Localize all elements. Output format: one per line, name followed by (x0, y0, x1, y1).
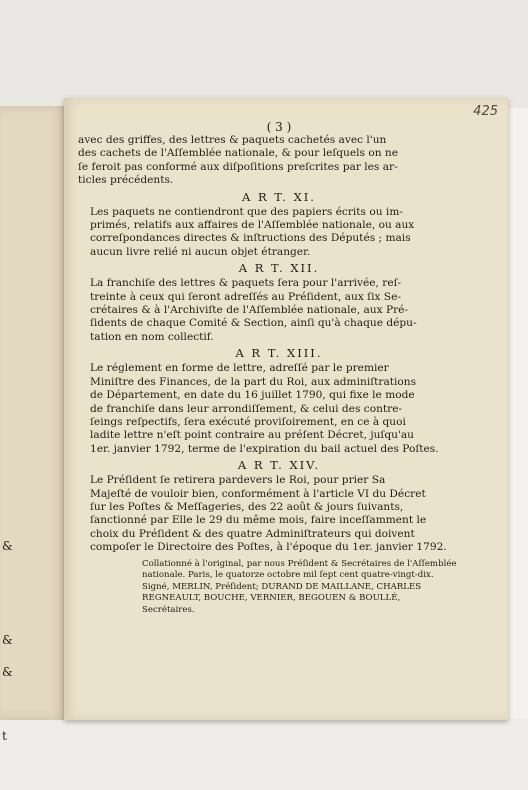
text-line: avec des griffes, des lettres & paquets cachetés avec l'un (78, 134, 387, 146)
text-line: de franchiſe dans leur arrondiſſement, & celui des contre- (90, 402, 403, 415)
article-heading: A R T. XI. (242, 189, 316, 204)
text-line: primés, relatifs aux affaires de l'Aſſemblée nationale, ou aux (90, 219, 415, 232)
intro-paragraph (78, 134, 480, 188)
text-line: correſpondances directes & inſtructions des Députés ; mais (90, 232, 411, 245)
collation-line: Secrétaires. (142, 604, 195, 615)
collation-line: REGNEAULT, BOUCHE, VERNIER, BEGOUEN & BOULLÉ, (142, 593, 401, 604)
text-line: La franchiſe des lettres & paquets ſera pour l'arrivée, reſ- (90, 277, 402, 290)
text-line: des cachets de l'Aſſemblée nationale, & pour leſquels on ne (78, 147, 399, 160)
text-line: ſe feroit pas conformé aux diſpoſitions preſcrites par les ar- (78, 160, 398, 173)
article-body (78, 474, 480, 554)
article-heading: A R T. XII. (238, 261, 320, 276)
text-line: ladite lettre n'eſt point contraire au préſent Décret, juſqu'au (90, 429, 415, 442)
text-line: Le Préſident ſe retirera pardevers le Roi, pour prier Sa (90, 474, 386, 487)
collation-line: Signé, MERLIN, Préſident; DURAND DE MAILLANE, CHARLES (142, 581, 422, 592)
article-heading: A R T. XIII. (235, 346, 323, 361)
article-body (78, 362, 480, 456)
facing-page-mark: & (2, 665, 13, 679)
handwritten-folio-number: 425 (473, 104, 498, 119)
facing-page-edge (0, 106, 67, 743)
facing-page-mark: & (2, 633, 13, 647)
facing-page-mark: t (2, 729, 7, 743)
text-line: choix du Préſident & des quatre Adminiſtrateurs qui doivent (90, 527, 415, 540)
article-heading: A R T. XIV. (237, 458, 321, 473)
text-line: compoſer le Directoire des Poſtes, à l'époque du 1er. janvier 1792. (90, 541, 447, 554)
page-text (78, 120, 480, 617)
text-line: Majeſté de vouloir bien, conformément à l'article VI du Décret (90, 487, 426, 500)
text-line: treinte à ceux qui ſeront adreſſés au Préſident, aux ſix Se- (90, 290, 401, 303)
text-line: tation en nom collectif. (90, 330, 214, 343)
article-body (78, 206, 480, 260)
collation-line: nationale. Paris, le quatorze octobre mil ſept cent quatre-vingt-dix. (142, 570, 434, 581)
collation-signatures (78, 559, 480, 617)
text-line: ſur les Poſtes & Meſſageries, des 22 août & jours ſuivants, (90, 500, 404, 513)
text-line: Miniſtre des Finances, de la part du Roi, aux adminiſtrations (90, 375, 417, 388)
article-body (78, 277, 480, 344)
text-line: 1er. janvier 1792, terme de l'expiration du bail actuel des Poſtes. (90, 442, 439, 455)
text-line: de Département, en date du 16 juillet 1790, qui fixe le mode (90, 389, 415, 402)
text-line: Les paquets ne contiendront que des papiers écrits ou im- (90, 205, 403, 218)
text-line: crétaires & à l'Archiviſte de l'Aſſemblée nationale, aux Pré- (90, 304, 409, 317)
collation-line: Collationné à l'original, par nous Préſident & Secrétaires de l'Aſſemblée (142, 558, 457, 569)
text-line: ſidents de chaque Comité & Section, ainſi qu'à chaque dépu- (90, 317, 417, 330)
text-line: ſeings reſpectifs, ſera exécuté proviſoirement, en ce à quoi (90, 415, 406, 428)
facing-page-mark: & (2, 539, 13, 553)
photo-backdrop-top (0, 0, 528, 108)
photo-backdrop-bottom (0, 718, 528, 790)
text-line: ticles précédents. (78, 174, 174, 187)
document-page (64, 98, 508, 720)
text-line: ſanctionné par Elle le 29 du même mois, faire inceſſamment le (90, 514, 427, 527)
page-number: ( 3 ) (266, 120, 292, 134)
text-line: aucun livre relié ni aucun objet étranger. (90, 245, 311, 258)
text-line: Le réglement en forme de lettre, adreſſé par le premier (90, 362, 389, 375)
